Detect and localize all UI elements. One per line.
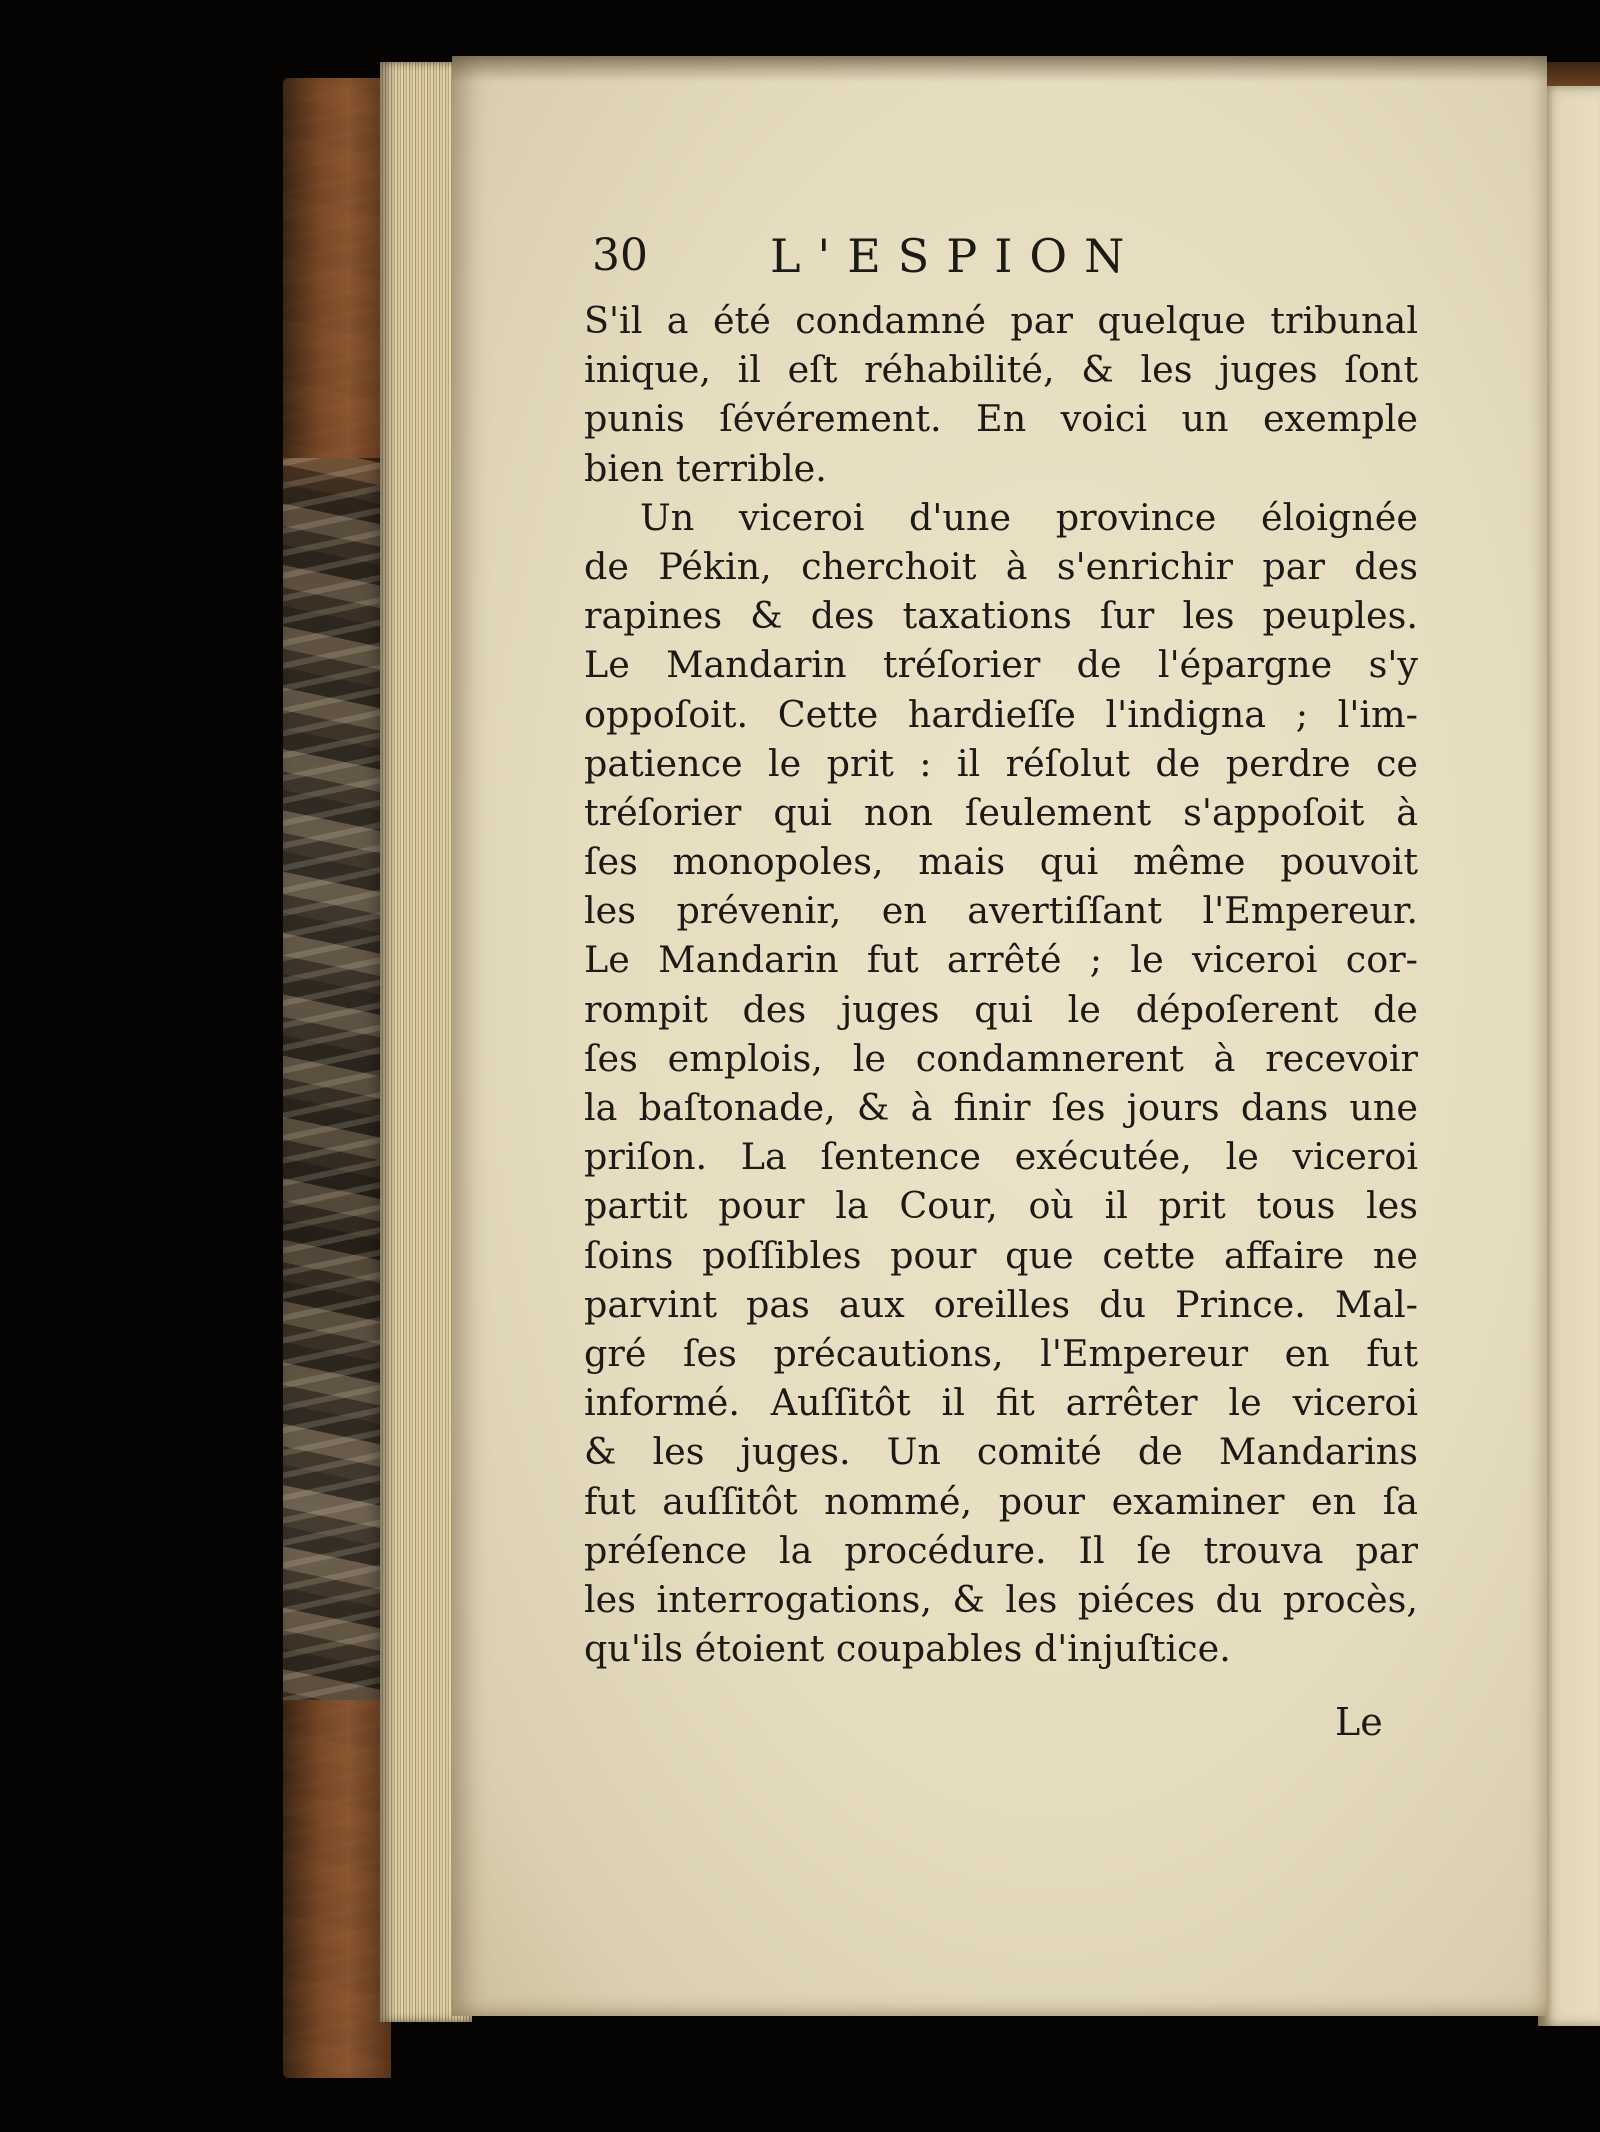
text-line: oppoſoit. Cette hardieſſe l'indigna ; l'im- (584, 692, 1418, 736)
text-line: qu'ils étoient coupables d'injuſtice. (584, 1627, 1231, 1671)
text-line: & les juges. Un comité de Mandarins (584, 1430, 1418, 1474)
text-line: inique, il eſt réhabilité, & les juges ſont (584, 348, 1418, 392)
leather-corner-bottom (283, 1700, 391, 2078)
text-line: la baſtonade, & à finir ſes jours dans une (584, 1086, 1418, 1129)
text-line: ſoins poſſibles pour que cette affaire ne (584, 1233, 1418, 1277)
page-header (592, 228, 1312, 284)
text-line: ſes emplois, le condamnerent à recevoir (584, 1036, 1418, 1080)
text-line: les prévenir, en avertiſſant l'Empereur. (584, 889, 1418, 933)
leather-corner-top (283, 78, 391, 458)
text-line: punis ſévérement. En voici un exemple (584, 397, 1418, 441)
text-line: Le Mandarin fut arrêté ; le viceroi cor- (584, 938, 1418, 982)
running-head: L'ESPION (770, 229, 1142, 283)
text-line: préſence la procédure. Il ſe trouva par (584, 1528, 1418, 1572)
catchword: Le (1335, 1700, 1383, 1744)
text-line: les interrogations, & les piéces du procès, (584, 1577, 1418, 1621)
text-line: rapines & des taxations ſur les peuples. (584, 594, 1418, 638)
text-line: parvint pas aux oreilles du Prince. Mal- (584, 1282, 1418, 1326)
facing-page-edge (1538, 86, 1600, 2026)
text-line: Le Mandarin tréſorier de l'épargne s'y (584, 643, 1418, 687)
text-line: informé. Auſſitôt il fit arrêter le viceroi (584, 1381, 1418, 1425)
text-line: Un viceroi d'une province éloignée (640, 495, 1418, 539)
text-line: priſon. La ſentence exécutée, le viceroi (584, 1135, 1418, 1179)
text-line: gré ſes précautions, l'Empereur en fut (584, 1331, 1418, 1375)
page-number: 30 (592, 230, 648, 281)
text-line: tréſorier qui non ſeulement s'appoſoit à (584, 790, 1418, 834)
text-line: partit pour la Cour, où il prit tous les (584, 1184, 1418, 1228)
text-line: bien terrible. (584, 446, 827, 490)
text-line: fut auſſitôt nommé, pour examiner en ſa (584, 1479, 1418, 1523)
text-line: patience le prit : il réſolut de perdre ce (584, 741, 1418, 785)
text-line: S'il a été condamné par quelque tribunal (584, 299, 1418, 342)
body-text (584, 296, 1418, 1673)
text-line: ſes monopoles, mais qui même pouvoit (584, 840, 1418, 884)
text-line: de Pékin, cherchoit à s'enrichir par des (584, 544, 1418, 588)
text-line: rompit des juges qui le dépoſerent de (584, 987, 1418, 1031)
page-shadow (452, 56, 1547, 82)
